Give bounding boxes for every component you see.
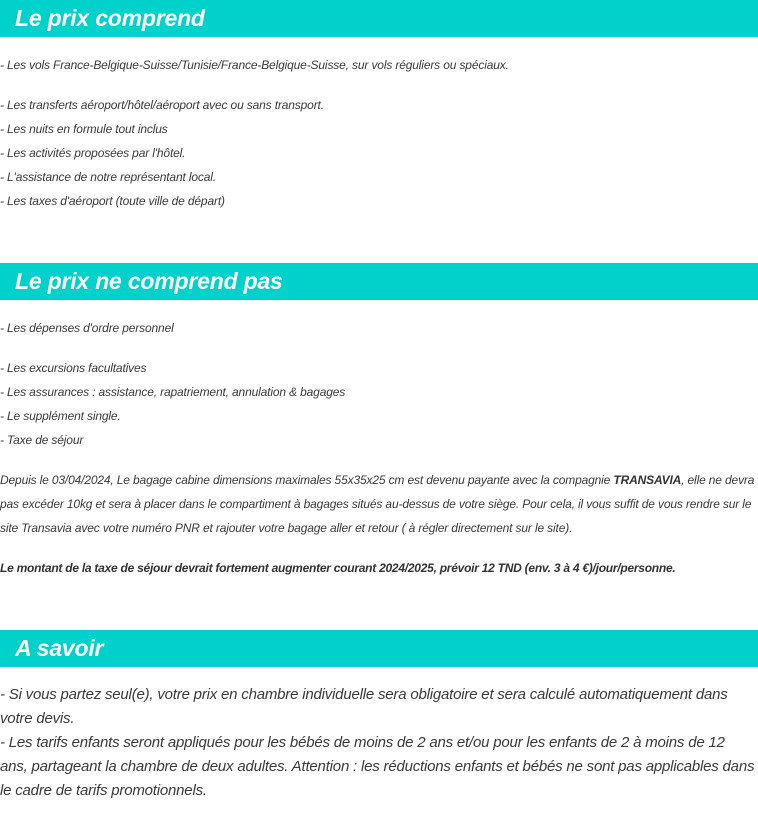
baggage-note-before: Depuis le 03/04/2024, Le bagage cabine dimensions maximales 55x35x25 cm est devenu payante avec la compagnie xyxy=(0,473,614,487)
included-item: - L'assistance de notre représentant local. xyxy=(0,170,216,184)
section-header-included: Le prix comprend xyxy=(0,0,758,37)
included-item: - Les nuits en formule tout inclus xyxy=(0,122,168,136)
included-item: - Les vols France-Belgique-Suisse/Tunisie/France-Belgique-Suisse, sur vols réguliers ou spéciaux. xyxy=(0,58,509,72)
info-paragraph-single: - Si vous partez seul(e), votre prix en chambre individuelle sera obligatoire et sera calculé automatiquement dans votre devis. xyxy=(0,686,728,727)
tourist-tax-note: Le montant de la taxe de séjour devrait fortement augmenter courant 2024/2025, prévoir 12 TND (env. 3 à 4 €)/jour/personne. xyxy=(0,561,676,575)
included-item: - Les activités proposées par l'hôtel. xyxy=(0,146,186,160)
baggage-note-after: , elle ne devra pas excéder 10kg et sera à placer dans le compartiment à bagages situés au-dessus de votre siège. Pour cela, il vous suffit de vous rendre sur le site Transavia avec votre numéro PNR et rajouter votre bagage aller et retour ( à régler directement sur le site). xyxy=(0,473,755,535)
airline-name: TRANSAVIA xyxy=(613,473,682,487)
excluded-item: - Taxe de séjour xyxy=(0,433,84,447)
section-header-not-included: Le prix ne comprend pas xyxy=(0,263,758,300)
excluded-item: - Les excursions facultatives xyxy=(0,361,147,375)
included-item: - Les transferts aéroport/hôtel/aéroport avec ou sans transport. xyxy=(0,98,324,112)
excluded-item: - Les assurances : assistance, rapatriement, annulation & bagages xyxy=(0,385,346,399)
section-header-good-to-know: A savoir xyxy=(0,630,758,667)
baggage-note xyxy=(0,468,756,540)
excluded-item: - Les dépenses d'ordre personnel xyxy=(0,321,174,335)
info-paragraph-children: - Les tarifs enfants seront appliqués pour les bébés de moins de 2 ans et/ou pour les enfants de 2 à moins de 12 ans, partageant la chambre de deux adultes. Attention : les réductions enfants et bébés ne sont pas applicables dans le cadre de tarifs promotionnels. xyxy=(0,734,755,799)
excluded-item: - Le supplément single. xyxy=(0,409,121,423)
included-item: - Les taxes d'aéroport (toute ville de départ) xyxy=(0,194,225,208)
